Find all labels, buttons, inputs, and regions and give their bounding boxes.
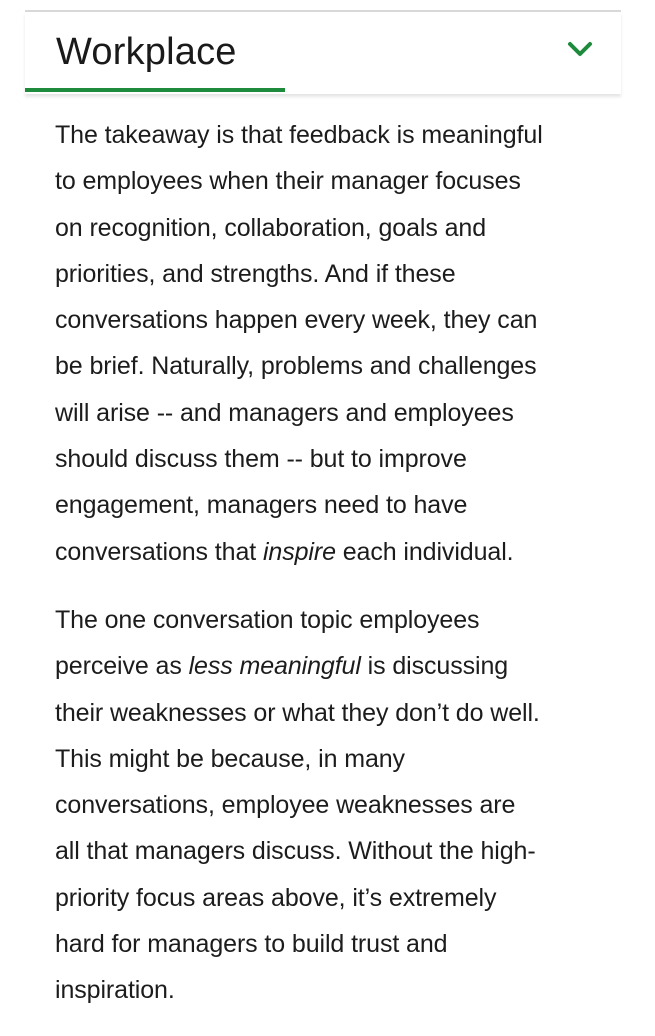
text-line: conversations, employee weaknesses are bbox=[55, 791, 516, 820]
text-line bbox=[55, 529, 615, 575]
text-line: hard for managers to build trust and bbox=[55, 930, 448, 959]
accordion-header-workplace[interactable] bbox=[25, 12, 621, 94]
text-fragment: is discussing bbox=[360, 652, 509, 681]
text-line: be brief. Naturally, problems and challenges bbox=[55, 352, 537, 381]
paragraph-weaknesses bbox=[55, 597, 615, 1014]
text-fragment: conversations that bbox=[55, 537, 263, 566]
text-line: priorities, and strengths. And if these bbox=[55, 259, 456, 288]
accordion-active-indicator bbox=[25, 88, 285, 92]
text-line: all that managers discuss. Without the high- bbox=[55, 837, 536, 866]
text-line: inspiration. bbox=[55, 976, 175, 1005]
text-line: on recognition, collaboration, goals and bbox=[55, 213, 487, 242]
text-line: will arise -- and managers and employees bbox=[55, 398, 514, 427]
emphasis-inspire: inspire bbox=[262, 537, 336, 566]
accordion-title: Workplace bbox=[56, 31, 237, 73]
text-line: This might be because, in many bbox=[55, 744, 405, 773]
paragraph-feedback bbox=[55, 112, 615, 575]
text-line: their weaknesses or what they don’t do well. bbox=[55, 698, 540, 727]
text-line: conversations happen every week, they can bbox=[55, 306, 538, 335]
text-line: to employees when their manager focuses bbox=[55, 167, 521, 196]
text-line: engagement, managers need to have bbox=[55, 491, 468, 520]
text-line: priority focus areas above, it’s extremely bbox=[55, 883, 497, 912]
text-line bbox=[55, 643, 615, 689]
text-line: should discuss them -- but to improve bbox=[55, 445, 467, 474]
text-fragment: perceive as bbox=[55, 652, 189, 681]
accordion-content bbox=[55, 112, 615, 1036]
emphasis-less-meaningful: less meaningful bbox=[188, 652, 361, 681]
text-line: The takeaway is that feedback is meaningful bbox=[55, 121, 543, 149]
text-fragment: each individual. bbox=[335, 537, 514, 566]
chevron-down-icon[interactable] bbox=[567, 40, 593, 58]
text-line: The one conversation topic employees bbox=[55, 605, 480, 634]
